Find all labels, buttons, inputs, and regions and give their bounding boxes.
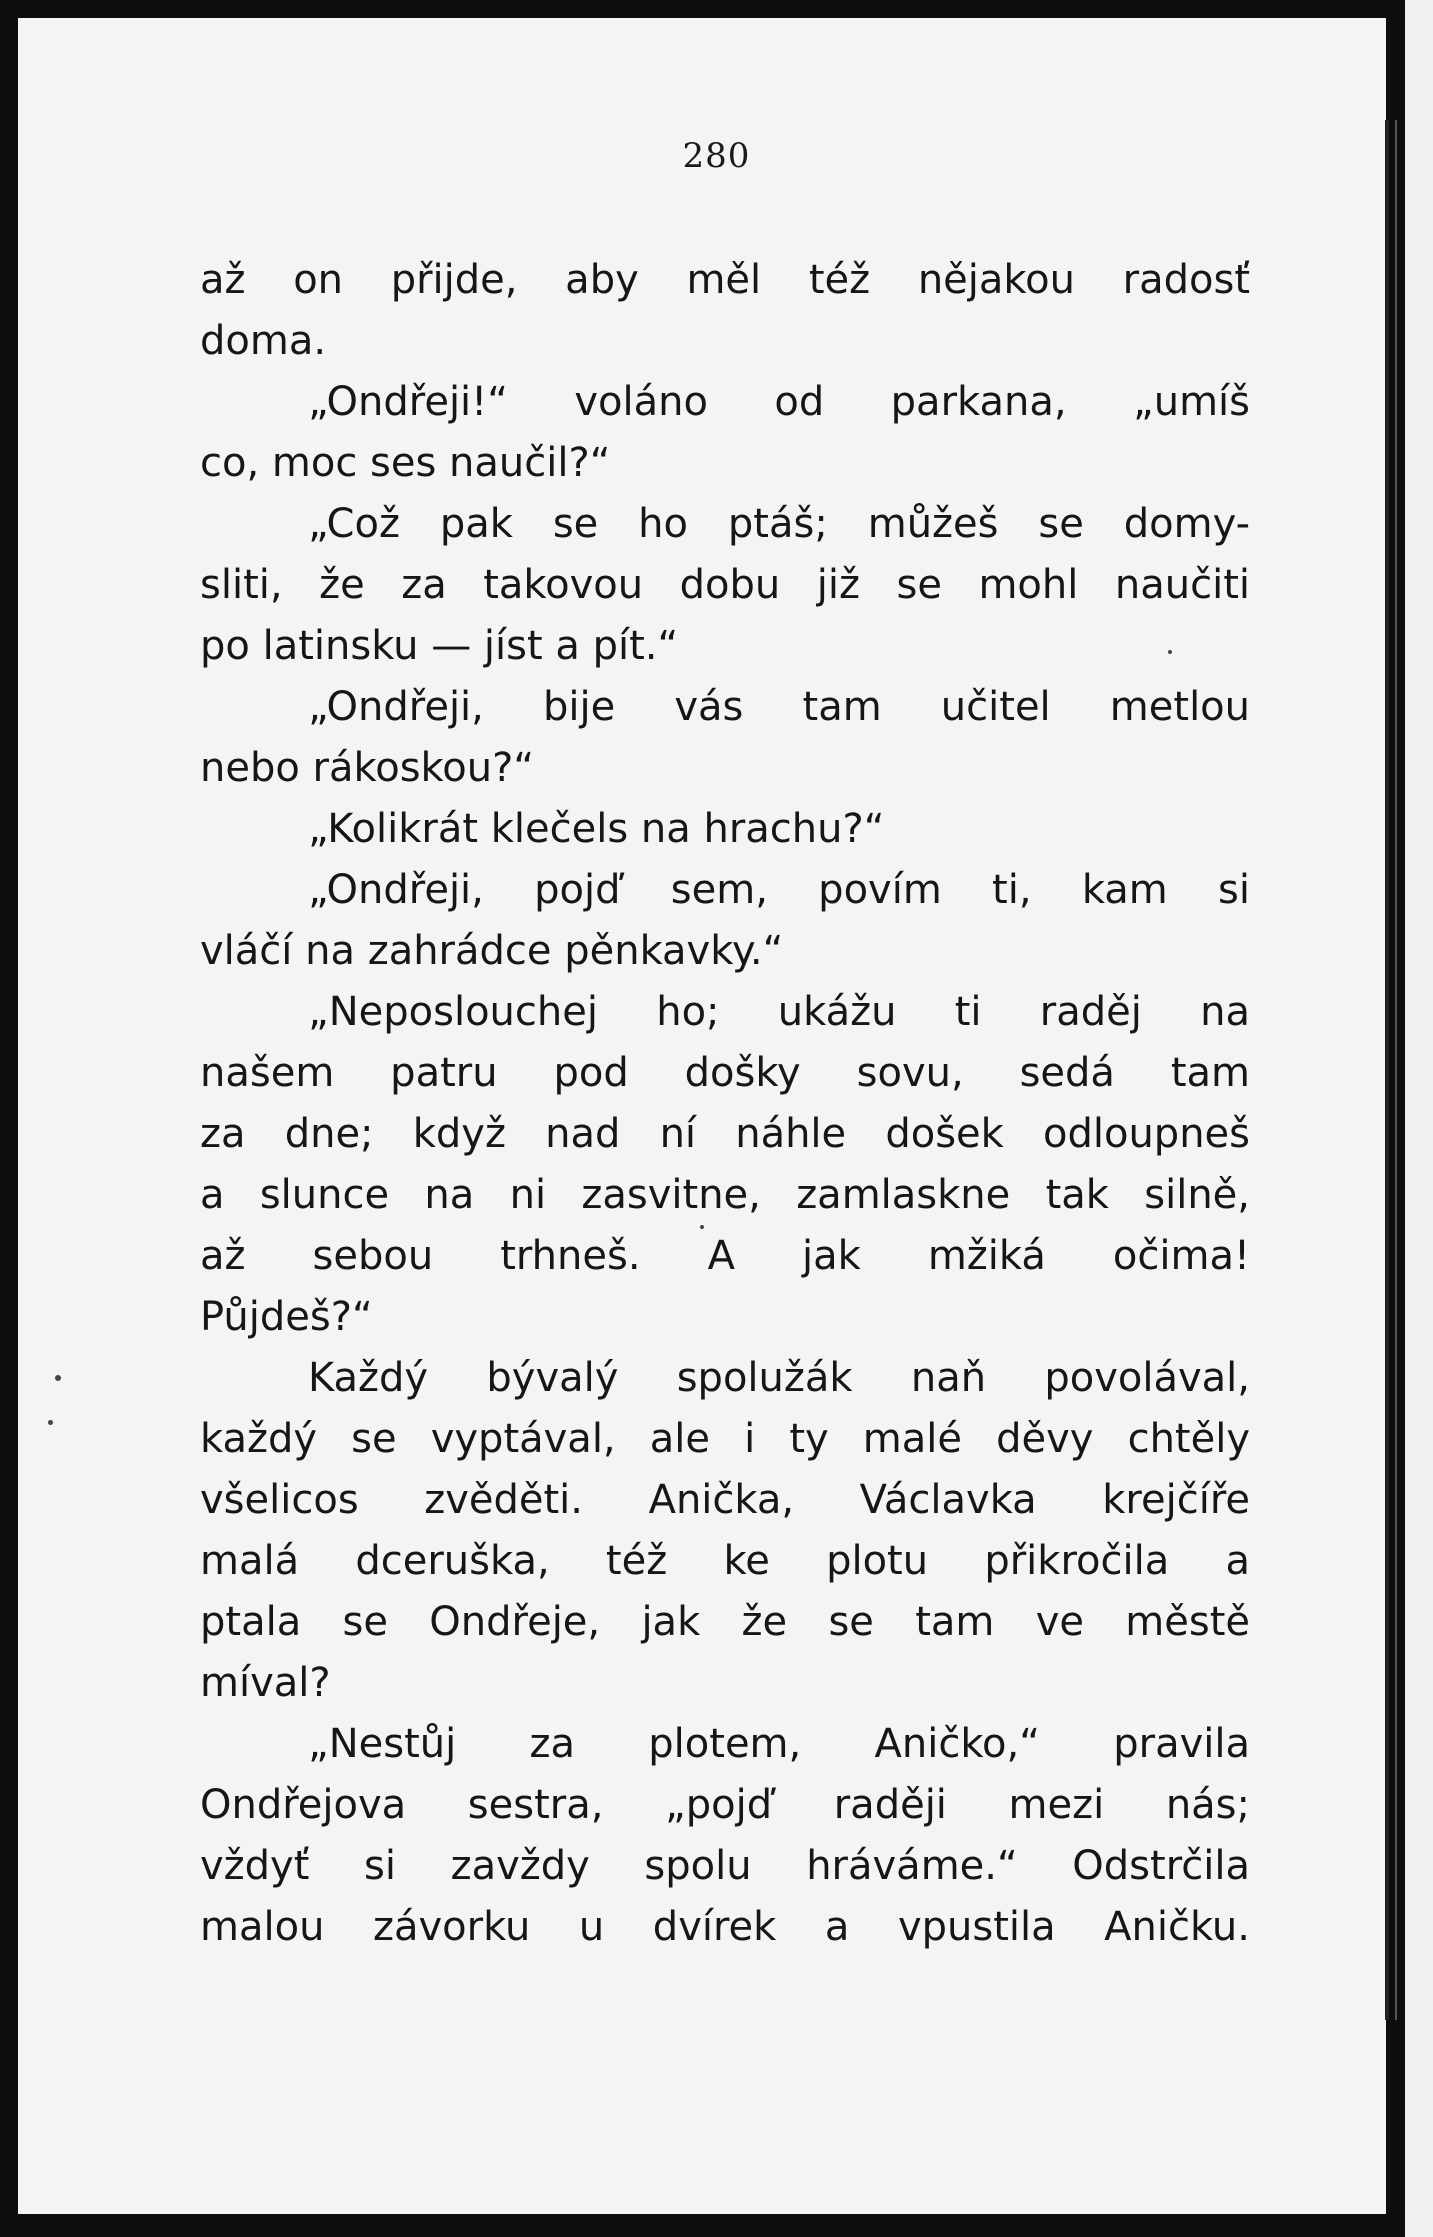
text-line: „Což pak se ho ptáš; můžeš se domy- bbox=[308, 501, 1250, 547]
text-line: našem patru pod došky sovu, sedá tam bbox=[200, 1050, 1250, 1096]
body-text bbox=[200, 250, 1250, 1958]
text-line: „Ondřeji, pojď sem, povím ti, kam si bbox=[308, 867, 1250, 913]
binding-line bbox=[1385, 120, 1389, 2020]
text-line: vláčí na zahrádce pěnkavky.“ bbox=[200, 928, 784, 974]
text-line: až sebou trhneš. A jak mžiká očima! bbox=[200, 1233, 1250, 1279]
print-speck bbox=[48, 1420, 53, 1425]
print-speck bbox=[55, 1375, 61, 1381]
text-line: až on přijde, aby měl též nějakou radosť bbox=[200, 257, 1250, 303]
text-line: a slunce na ni zasvitne, zamlaskne tak silně, bbox=[200, 1172, 1250, 1218]
text-line: „Kolikrát klečels na hrachu?“ bbox=[308, 806, 885, 852]
text-line: doma. bbox=[200, 318, 327, 364]
text-line: za dne; když nad ní náhle došek odloupneš bbox=[200, 1111, 1250, 1157]
text-line: „Ondřeji!“ voláno od parkana, „umíš bbox=[308, 379, 1250, 425]
text-line: Ondřejova sestra, „pojď raději mezi nás; bbox=[200, 1782, 1250, 1828]
text-line: každý se vyptával, ale i ty malé děvy chtěly bbox=[200, 1416, 1250, 1462]
binding-line-thin bbox=[1395, 120, 1397, 2020]
text-line: „Neposlouchej ho; ukážu ti raděj na bbox=[308, 989, 1250, 1035]
text-line: Každý bývalý spolužák naň povolával, bbox=[308, 1355, 1250, 1401]
text-line: malou závorku u dvírek a vpustila Aničku. bbox=[200, 1904, 1250, 1950]
text-line: co, moc ses naučil?“ bbox=[200, 440, 611, 486]
page-edge-strip bbox=[1405, 0, 1433, 2237]
text-line: ptala se Ondřeje, jak že se tam ve městě bbox=[200, 1599, 1250, 1645]
text-line: po latinsku — jíst a pít.“ bbox=[200, 623, 679, 669]
text-line: všelicos zvěděti. Anička, Václavka krejčíře bbox=[200, 1477, 1250, 1523]
text-line: sliti, že za takovou dobu již se mohl naučiti bbox=[200, 562, 1250, 608]
text-line: „Nestůj za plotem, Aničko,“ pravila bbox=[308, 1721, 1250, 1767]
text-line: nebo rákoskou?“ bbox=[200, 745, 535, 791]
text-line: Půjdeš?“ bbox=[200, 1294, 373, 1340]
text-line: malá dceruška, též ke plotu přikročila a bbox=[200, 1538, 1250, 1584]
text-line: „Ondřeji, bije vás tam učitel metlou bbox=[308, 684, 1250, 730]
text-line: vždyť si zavždy spolu hráváme.“ Odstrčila bbox=[200, 1843, 1250, 1889]
page-number: 280 bbox=[682, 136, 751, 176]
text-line: míval? bbox=[200, 1660, 331, 1706]
